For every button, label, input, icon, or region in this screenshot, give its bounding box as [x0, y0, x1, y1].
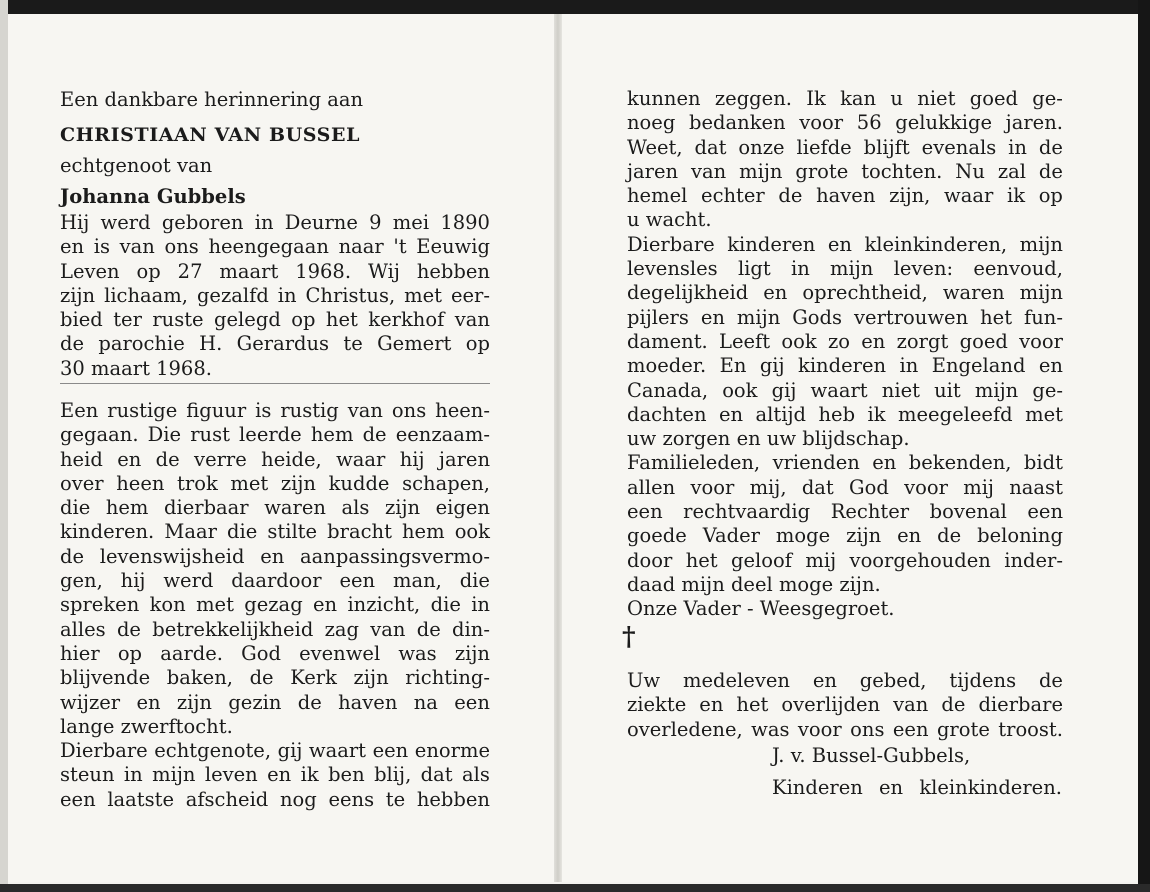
tribute-line: steun in mijn leven en ik ben blij, dat als [60, 763, 490, 787]
tribute-line: noeg bedanken voor 56 gelukkige jaren. [627, 111, 1063, 135]
tribute-line: levensles ligt in mijn leven: eenvoud, [627, 257, 1063, 281]
biography-line: de parochie H. Gerardus te Gemert op [60, 332, 490, 356]
biography-line: 30 maart 1968. [60, 356, 212, 380]
biography-line: bied ter ruste gelegd op het kerkhof van [60, 308, 490, 332]
biography-block [60, 211, 490, 381]
thanks-line: overledene, was voor ons een grote troost. [627, 717, 1063, 741]
tribute-line: hemel echter de haven zijn, waar ik op [627, 184, 1063, 208]
tribute-line: u wacht. [627, 208, 712, 232]
tribute-line: dachten en altijd heb ik meegeleefd met [627, 402, 1063, 426]
tribute-line: alles de betrekkelijkheid zag van de din- [60, 617, 490, 641]
tribute-line: Een rustige figuur is rustig van ons heen- [60, 399, 490, 422]
tribute-line: door het geloof mij voorgehouden inder- [627, 548, 1063, 572]
tribute-line: goede Vader moge zijn en de beloning [627, 524, 1063, 548]
thanks-block [627, 669, 1063, 742]
biography-line: en is van ons heengegaan naar 't Eeuwig [60, 235, 490, 259]
scan-edge-bottom [0, 884, 1150, 892]
tribute-line: allen voor mij, dat God voor mij naast [627, 475, 1063, 499]
biography-line: Hij werd geboren in Deurne 9 mei 1890 [60, 211, 490, 234]
tribute-line: wijzer en zijn gezin de haven na een [60, 690, 490, 714]
tribute-line: kunnen zeggen. Ik kan u niet goed ge- [627, 87, 1063, 110]
tribute-line: een laatste afscheid nog eens te hebben [60, 787, 490, 811]
tribute-line: pijlers en mijn Gods vertrouwen het fun- [627, 305, 1063, 329]
scan-edge-left [0, 0, 8, 892]
section-divider [60, 383, 490, 384]
tribute-line: die hem dierbaar waren als zijn eigen [60, 496, 490, 520]
tribute-line: gen, hij werd daardoor een man, die [60, 569, 490, 593]
tribute-left-block [60, 399, 490, 812]
tribute-line: de levenswijsheid en aanpassingsvermo- [60, 544, 490, 568]
tribute-line: kinderen. Maar die stilte bracht hem ook [60, 520, 490, 544]
thanks-line: Uw medeleven en gebed, tijdens de [627, 669, 1063, 692]
tribute-line: Weet, dat onze liefde blijft evenals in de [627, 135, 1063, 159]
tribute-right-block [627, 87, 1063, 622]
scan-edge-top [0, 0, 1150, 14]
tribute-line: dament. Leeft ook zo en zorgt goed voor [627, 329, 1063, 353]
tribute-line: over heen trok met zijn kudde schapen, [60, 471, 490, 495]
tribute-line: heid en de verre heide, waar hij jaren [60, 447, 490, 471]
tribute-line: Canada, ook gij waart niet uit mijn ge- [627, 378, 1063, 402]
tribute-line: degelijkheid en oprechtheid, waren mijn [627, 281, 1063, 305]
tribute-line: jaren van mijn grote tochten. Nu zal de [627, 159, 1063, 183]
tribute-line: lange zwerftocht. [60, 714, 233, 738]
tribute-line: gegaan. Die rust leerde hem de eenzaam- [60, 423, 490, 447]
tribute-line: een rechtvaardig Rechter bovenal een [627, 500, 1063, 524]
intro-line: Een dankbare herinnering aan [60, 88, 364, 111]
signature-block [772, 744, 1062, 800]
tribute-line: Dierbare echtgenote, gij waart een enorme [60, 739, 490, 763]
signature-line: J. v. Bussel-Gubbels, [772, 744, 971, 767]
scan-edge-right [1138, 0, 1150, 892]
thanks-line: ziekte en het overlijden van de dierbare [627, 693, 1063, 717]
signature-line: Kinderen en kleinkinderen. [772, 776, 1062, 799]
tribute-line: moeder. En gij kinderen in Engeland en [627, 354, 1063, 378]
tribute-line: spreken kon met gezag en inzicht, die in [60, 593, 490, 617]
tribute-line: hier op aarde. God evenwel was zijn [60, 641, 490, 665]
tribute-line: uw zorgen en uw blijdschap. [627, 427, 910, 451]
tribute-line: Familieleden, vrienden en bekenden, bidt [627, 451, 1063, 475]
card-fold [554, 14, 562, 882]
tribute-line: Dierbare kinderen en kleinkinderen, mijn [627, 232, 1063, 256]
spouse-name: Johanna Gubbels [60, 185, 246, 208]
biography-line: zijn lichaam, gezalfd in Christus, met eer- [60, 283, 490, 307]
tribute-line: blijvende baken, de Kerk zijn richting- [60, 666, 490, 690]
tribute-line: Onze Vader - Weesgegroet. [627, 597, 895, 621]
deceased-name: CHRISTIAAN VAN BUSSEL [60, 124, 361, 146]
cross-icon: † [622, 622, 636, 652]
spouse-label: echtgenoot van [60, 154, 213, 177]
tribute-line: daad mijn deel moge zijn. [627, 572, 881, 596]
biography-line: Leven op 27 maart 1968. Wij hebben [60, 259, 490, 283]
